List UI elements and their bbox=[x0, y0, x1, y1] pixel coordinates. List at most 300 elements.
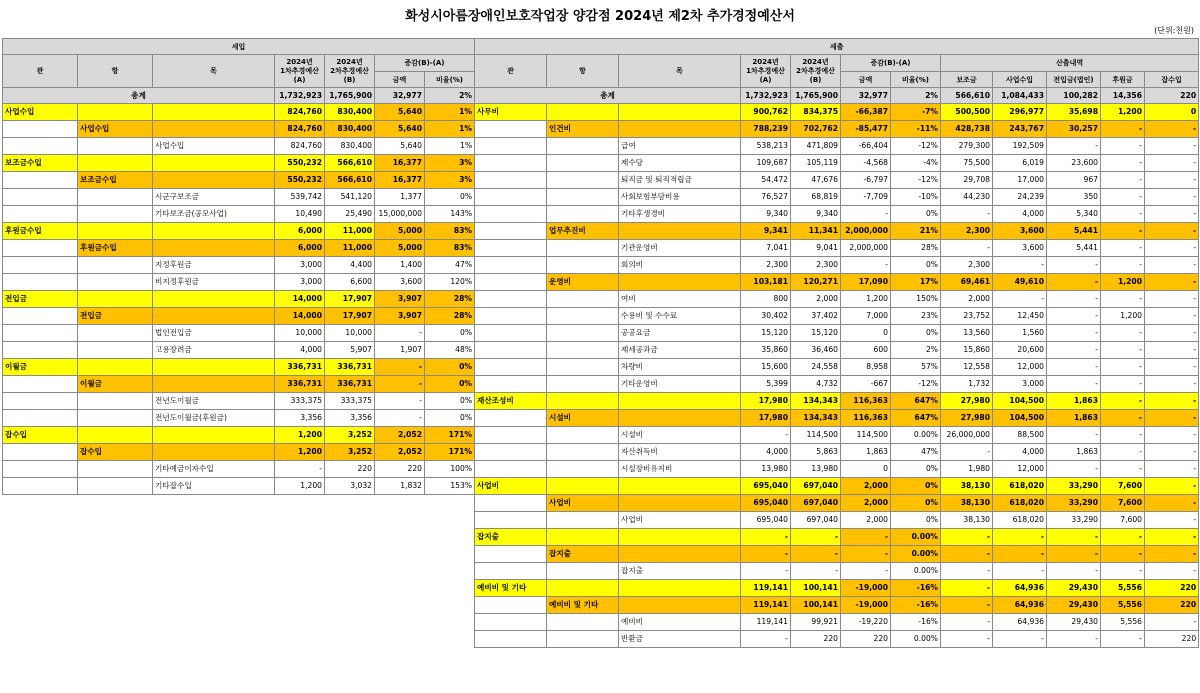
mok-cell bbox=[619, 580, 741, 597]
value-a: 1,200 bbox=[275, 427, 325, 444]
value-b: 11,341 bbox=[791, 223, 841, 240]
revenue-header-hang: 항 bbox=[78, 55, 153, 88]
value-rate: 2% bbox=[891, 342, 941, 359]
value-rate: 28% bbox=[891, 240, 941, 257]
value-a: 550,232 bbox=[275, 172, 325, 189]
value-rate: 0% bbox=[425, 325, 475, 342]
value-s4: - bbox=[1101, 138, 1145, 155]
hang-cell bbox=[547, 257, 619, 274]
hang-cell bbox=[78, 359, 153, 376]
value-rate: 0.00% bbox=[891, 546, 941, 563]
gwan-cell bbox=[475, 257, 547, 274]
value-s5: 220 bbox=[1145, 580, 1199, 597]
value-amt: 600 bbox=[841, 342, 891, 359]
revenue-header-mok: 목 bbox=[153, 55, 275, 88]
value-amt: 16,377 bbox=[375, 155, 425, 172]
value-s3: - bbox=[1047, 257, 1101, 274]
hang-label: 잡지출 bbox=[547, 546, 619, 563]
value-s4: 7,600 bbox=[1101, 495, 1145, 512]
value-s1: 428,738 bbox=[941, 121, 993, 138]
value-rate: 48% bbox=[425, 342, 475, 359]
mok-label: 사회보험부담비용 bbox=[619, 189, 741, 206]
hang-cell bbox=[547, 138, 619, 155]
value-amt: 1,832 bbox=[375, 478, 425, 495]
budget-row-level-2 bbox=[475, 121, 1199, 138]
gwan-cell bbox=[475, 597, 547, 614]
value-b: 697,040 bbox=[791, 495, 841, 512]
value-s3: - bbox=[1047, 291, 1101, 308]
value-rate: 100% bbox=[425, 461, 475, 478]
value-rate: -10% bbox=[891, 189, 941, 206]
mok-label: 전년도이월금(후원금) bbox=[153, 410, 275, 427]
gwan-label: 전입금 bbox=[3, 291, 78, 308]
value-s1: - bbox=[941, 444, 993, 461]
value-s4: - bbox=[1101, 529, 1145, 546]
value-a: 539,742 bbox=[275, 189, 325, 206]
budget-row-level-3 bbox=[475, 325, 1199, 342]
value-s4: 7,600 bbox=[1101, 478, 1145, 495]
value-s2: 1,560 bbox=[993, 325, 1047, 342]
mok-label: 시군구보조금 bbox=[153, 189, 275, 206]
value-a: 1,200 bbox=[275, 444, 325, 461]
value-s1: 27,980 bbox=[941, 393, 993, 410]
value-amt: - bbox=[375, 376, 425, 393]
budget-row-level-2 bbox=[475, 274, 1199, 291]
value-rate: 0% bbox=[425, 359, 475, 376]
value-s3: 5,441 bbox=[1047, 223, 1101, 240]
value-a: 7,041 bbox=[741, 240, 791, 257]
value-s4: - bbox=[1101, 461, 1145, 478]
value-s4: - bbox=[1101, 427, 1145, 444]
value-s3: - bbox=[1047, 376, 1101, 393]
value-s2: 12,000 bbox=[993, 461, 1047, 478]
value-s4: - bbox=[1101, 223, 1145, 240]
value-rate: 28% bbox=[425, 308, 475, 325]
value-amt: 116,363 bbox=[841, 393, 891, 410]
value-s5: - bbox=[1145, 444, 1199, 461]
budget-row-level-1 bbox=[3, 155, 475, 172]
value-amt: - bbox=[841, 529, 891, 546]
page-title: 화성시아름장애인보호작업장 양감점 2024년 제2차 추가경정예산서 bbox=[405, 9, 795, 24]
value-s5: - bbox=[1145, 274, 1199, 291]
budget-row-level-3 bbox=[3, 478, 475, 495]
total-label: 총계 bbox=[475, 88, 741, 104]
value-rate: 28% bbox=[425, 291, 475, 308]
value-s5: - bbox=[1145, 121, 1199, 138]
mok-cell bbox=[619, 478, 741, 495]
mok-label: 기타보조금(공모사업) bbox=[153, 206, 275, 223]
value-a: 336,731 bbox=[275, 376, 325, 393]
expenditure-section-header: 세출 bbox=[475, 39, 1199, 55]
value-s5: - bbox=[1145, 257, 1199, 274]
gwan-cell bbox=[3, 121, 78, 138]
value-a: 3,000 bbox=[275, 274, 325, 291]
value-a: 119,141 bbox=[741, 597, 791, 614]
mok-label: 기타후생경비 bbox=[619, 206, 741, 223]
value-a: 824,760 bbox=[275, 104, 325, 121]
value-rate: 0% bbox=[891, 461, 941, 478]
value-b: 134,343 bbox=[791, 410, 841, 427]
value-amt: 114,500 bbox=[841, 427, 891, 444]
value-b: 24,558 bbox=[791, 359, 841, 376]
value-a: 9,341 bbox=[741, 223, 791, 240]
mok-label: 제세공과금 bbox=[619, 342, 741, 359]
gwan-cell bbox=[475, 138, 547, 155]
hang-cell bbox=[547, 189, 619, 206]
budget-row-level-3 bbox=[475, 342, 1199, 359]
value-amt: -19,000 bbox=[841, 580, 891, 597]
value-s2: 192,509 bbox=[993, 138, 1047, 155]
hang-cell bbox=[547, 206, 619, 223]
value-s5: - bbox=[1145, 614, 1199, 631]
hang-label: 시설비 bbox=[547, 410, 619, 427]
hang-cell bbox=[547, 529, 619, 546]
value-s3: - bbox=[1047, 359, 1101, 376]
total-b: 1,765,900 bbox=[325, 88, 375, 104]
value-rate: 83% bbox=[425, 223, 475, 240]
value-rate: 3% bbox=[425, 172, 475, 189]
value-amt: -19,220 bbox=[841, 614, 891, 631]
value-amt: - bbox=[841, 546, 891, 563]
budget-row-level-3 bbox=[475, 189, 1199, 206]
value-s3: - bbox=[1047, 325, 1101, 342]
value-s5: - bbox=[1145, 478, 1199, 495]
value-a: 30,402 bbox=[741, 308, 791, 325]
value-s3: 1,863 bbox=[1047, 410, 1101, 427]
value-s4: - bbox=[1101, 631, 1145, 648]
value-s2: 3,600 bbox=[993, 240, 1047, 257]
value-s1: - bbox=[941, 529, 993, 546]
value-s4: 7,600 bbox=[1101, 512, 1145, 529]
value-rate: -12% bbox=[891, 138, 941, 155]
budget-row-level-3 bbox=[475, 138, 1199, 155]
value-b: 5,907 bbox=[325, 342, 375, 359]
value-s4: - bbox=[1101, 291, 1145, 308]
value-a: 13,980 bbox=[741, 461, 791, 478]
gwan-label: 재산조성비 bbox=[475, 393, 547, 410]
value-s4: - bbox=[1101, 325, 1145, 342]
gwan-cell bbox=[475, 155, 547, 172]
hang-label: 사업수입 bbox=[78, 121, 153, 138]
hang-cell bbox=[547, 376, 619, 393]
budget-row-level-2 bbox=[475, 597, 1199, 614]
mok-cell bbox=[153, 223, 275, 240]
expenditure-header-misc: 잡수입 bbox=[1145, 72, 1199, 88]
value-a: - bbox=[275, 461, 325, 478]
budget-row-level-2 bbox=[475, 495, 1199, 512]
value-b: 3,252 bbox=[325, 444, 375, 461]
hang-cell bbox=[547, 427, 619, 444]
value-s2: - bbox=[993, 291, 1047, 308]
budget-row-level-3 bbox=[475, 461, 1199, 478]
value-rate: 0% bbox=[891, 512, 941, 529]
hang-cell bbox=[547, 461, 619, 478]
value-s3: 33,290 bbox=[1047, 495, 1101, 512]
value-amt: 1,200 bbox=[841, 291, 891, 308]
mok-label: 사업비 bbox=[619, 512, 741, 529]
value-rate: -7% bbox=[891, 104, 941, 121]
value-s1: 27,980 bbox=[941, 410, 993, 427]
gwan-cell bbox=[475, 376, 547, 393]
gwan-cell bbox=[475, 206, 547, 223]
value-s3: - bbox=[1047, 546, 1101, 563]
hang-cell bbox=[547, 359, 619, 376]
value-s3: - bbox=[1047, 529, 1101, 546]
gwan-cell bbox=[3, 274, 78, 291]
mok-label: 수용비 및 수수료 bbox=[619, 308, 741, 325]
gwan-cell bbox=[475, 444, 547, 461]
value-s1: 38,130 bbox=[941, 495, 993, 512]
value-a: 14,000 bbox=[275, 308, 325, 325]
value-b: 3,356 bbox=[325, 410, 375, 427]
value-a: 336,731 bbox=[275, 359, 325, 376]
gwan-cell bbox=[3, 257, 78, 274]
value-a: 9,340 bbox=[741, 206, 791, 223]
gwan-cell bbox=[3, 206, 78, 223]
value-a: 1,200 bbox=[275, 478, 325, 495]
value-amt: 2,000,000 bbox=[841, 223, 891, 240]
hang-cell bbox=[78, 138, 153, 155]
value-s2: - bbox=[993, 631, 1047, 648]
mok-label: 기타잡수입 bbox=[153, 478, 275, 495]
value-rate: 0.00% bbox=[891, 563, 941, 580]
value-s1: 38,130 bbox=[941, 512, 993, 529]
value-s3: 29,430 bbox=[1047, 580, 1101, 597]
value-b: 2,300 bbox=[791, 257, 841, 274]
gwan-cell bbox=[3, 393, 78, 410]
value-a: 10,000 bbox=[275, 325, 325, 342]
value-b: 134,343 bbox=[791, 393, 841, 410]
value-amt: - bbox=[375, 393, 425, 410]
budget-row-level-1 bbox=[3, 223, 475, 240]
value-a: 695,040 bbox=[741, 495, 791, 512]
value-amt: -667 bbox=[841, 376, 891, 393]
value-b: 36,460 bbox=[791, 342, 841, 359]
value-a: 119,141 bbox=[741, 580, 791, 597]
value-b: 336,731 bbox=[325, 376, 375, 393]
mok-cell bbox=[153, 291, 275, 308]
value-s2: 618,020 bbox=[993, 495, 1047, 512]
hang-cell bbox=[547, 104, 619, 121]
expenditure-total-row bbox=[475, 88, 1199, 104]
value-a: 109,687 bbox=[741, 155, 791, 172]
budget-row-level-3 bbox=[475, 376, 1199, 393]
total-rate: 2% bbox=[891, 88, 941, 104]
value-b: 834,375 bbox=[791, 104, 841, 121]
value-s2: 618,020 bbox=[993, 512, 1047, 529]
value-s3: - bbox=[1047, 342, 1101, 359]
mok-label: 자산취득비 bbox=[619, 444, 741, 461]
gwan-label: 잡지출 bbox=[475, 529, 547, 546]
budget-row-level-2 bbox=[3, 240, 475, 257]
expenditure-header-donation: 후원금 bbox=[1101, 72, 1145, 88]
budget-row-level-2 bbox=[3, 308, 475, 325]
value-s3: - bbox=[1047, 308, 1101, 325]
value-rate: 0.00% bbox=[891, 631, 941, 648]
value-rate: 171% bbox=[425, 444, 475, 461]
value-s3: - bbox=[1047, 563, 1101, 580]
value-rate: -11% bbox=[891, 121, 941, 138]
value-rate: 1% bbox=[425, 104, 475, 121]
gwan-cell bbox=[475, 512, 547, 529]
value-s2: 4,000 bbox=[993, 206, 1047, 223]
gwan-cell bbox=[475, 546, 547, 563]
value-amt: 5,640 bbox=[375, 138, 425, 155]
value-a: 4,000 bbox=[741, 444, 791, 461]
value-amt: 5,640 bbox=[375, 104, 425, 121]
value-s1: 279,300 bbox=[941, 138, 993, 155]
value-amt: -19,000 bbox=[841, 597, 891, 614]
value-s4: - bbox=[1101, 172, 1145, 189]
value-b: 830,400 bbox=[325, 138, 375, 155]
value-b: 4,732 bbox=[791, 376, 841, 393]
mok-cell bbox=[619, 546, 741, 563]
hang-cell bbox=[547, 393, 619, 410]
gwan-cell bbox=[3, 342, 78, 359]
gwan-cell bbox=[475, 240, 547, 257]
mok-label: 시설비 bbox=[619, 427, 741, 444]
value-s2: 64,936 bbox=[993, 614, 1047, 631]
value-s4: 5,556 bbox=[1101, 580, 1145, 597]
value-rate: 143% bbox=[425, 206, 475, 223]
value-s2: - bbox=[993, 546, 1047, 563]
value-b: 6,600 bbox=[325, 274, 375, 291]
hang-cell bbox=[547, 240, 619, 257]
hang-cell bbox=[78, 410, 153, 427]
value-rate: 150% bbox=[891, 291, 941, 308]
expenditure-header-subsidy: 보조금 bbox=[941, 72, 993, 88]
value-s5: - bbox=[1145, 189, 1199, 206]
hang-cell bbox=[547, 444, 619, 461]
gwan-label: 후원금수입 bbox=[3, 223, 78, 240]
value-amt: 220 bbox=[375, 461, 425, 478]
gwan-cell bbox=[475, 223, 547, 240]
value-b: 830,400 bbox=[325, 104, 375, 121]
value-rate: 1% bbox=[425, 121, 475, 138]
value-s2: - bbox=[993, 529, 1047, 546]
mok-cell bbox=[153, 308, 275, 325]
value-rate: 0.00% bbox=[891, 529, 941, 546]
value-b: 11,000 bbox=[325, 240, 375, 257]
value-s3: 5,441 bbox=[1047, 240, 1101, 257]
value-amt: -66,387 bbox=[841, 104, 891, 121]
value-s5: - bbox=[1145, 155, 1199, 172]
hang-cell bbox=[547, 291, 619, 308]
value-s1: - bbox=[941, 546, 993, 563]
mok-label: 퇴직금 및 퇴직적립금 bbox=[619, 172, 741, 189]
value-amt: 15,000,000 bbox=[375, 206, 425, 223]
value-a: 17,980 bbox=[741, 410, 791, 427]
total-business: 1,084,433 bbox=[993, 88, 1047, 104]
expenditure-header-b: 2024년 2차추경예산 (B) bbox=[791, 55, 841, 88]
value-b: 4,400 bbox=[325, 257, 375, 274]
value-a: 788,239 bbox=[741, 121, 791, 138]
gwan-cell bbox=[3, 478, 78, 495]
value-s4: - bbox=[1101, 155, 1145, 172]
value-rate: 647% bbox=[891, 410, 941, 427]
value-a: 695,040 bbox=[741, 512, 791, 529]
gwan-cell bbox=[3, 172, 78, 189]
value-s3: 33,290 bbox=[1047, 478, 1101, 495]
value-amt: 3,907 bbox=[375, 291, 425, 308]
value-s1: - bbox=[941, 614, 993, 631]
value-rate: -4% bbox=[891, 155, 941, 172]
mok-cell bbox=[153, 359, 275, 376]
budget-row-level-2 bbox=[3, 121, 475, 138]
gwan-cell bbox=[475, 291, 547, 308]
value-s1: 500,500 bbox=[941, 104, 993, 121]
value-a: 103,181 bbox=[741, 274, 791, 291]
hang-cell bbox=[78, 257, 153, 274]
mok-label: 차량비 bbox=[619, 359, 741, 376]
value-a: 15,120 bbox=[741, 325, 791, 342]
value-b: - bbox=[791, 546, 841, 563]
value-amt: -85,477 bbox=[841, 121, 891, 138]
value-amt: 2,000 bbox=[841, 478, 891, 495]
value-s5: - bbox=[1145, 512, 1199, 529]
value-s3: - bbox=[1047, 274, 1101, 291]
mok-cell bbox=[619, 495, 741, 512]
value-s2: 88,500 bbox=[993, 427, 1047, 444]
expenditure-header-source: 산출내역 bbox=[941, 55, 1199, 72]
value-b: 566,610 bbox=[325, 172, 375, 189]
value-s1: 1,732 bbox=[941, 376, 993, 393]
gwan-label: 예비비 및 기타 bbox=[475, 580, 547, 597]
value-s2: 64,936 bbox=[993, 597, 1047, 614]
value-amt: 2,052 bbox=[375, 444, 425, 461]
value-s4: - bbox=[1101, 376, 1145, 393]
value-s1: - bbox=[941, 597, 993, 614]
value-a: 10,490 bbox=[275, 206, 325, 223]
hang-cell bbox=[78, 223, 153, 240]
budget-row-level-3 bbox=[475, 444, 1199, 461]
value-s4: - bbox=[1101, 563, 1145, 580]
value-b: 9,041 bbox=[791, 240, 841, 257]
value-a: 824,760 bbox=[275, 138, 325, 155]
total-b: 1,765,900 bbox=[791, 88, 841, 104]
hang-cell bbox=[547, 308, 619, 325]
hang-cell bbox=[78, 461, 153, 478]
value-amt: -7,709 bbox=[841, 189, 891, 206]
value-s1: - bbox=[941, 563, 993, 580]
value-rate: -12% bbox=[891, 376, 941, 393]
value-rate: -12% bbox=[891, 172, 941, 189]
value-s3: 30,257 bbox=[1047, 121, 1101, 138]
hang-label: 사업비 bbox=[547, 495, 619, 512]
mok-label: 전년도이월금 bbox=[153, 393, 275, 410]
mok-cell bbox=[619, 121, 741, 138]
mok-cell bbox=[153, 444, 275, 461]
hang-cell bbox=[547, 155, 619, 172]
value-s3: 5,340 bbox=[1047, 206, 1101, 223]
value-s3: 33,290 bbox=[1047, 512, 1101, 529]
budget-row-level-3 bbox=[475, 359, 1199, 376]
hang-cell bbox=[78, 206, 153, 223]
total-donation: 14,356 bbox=[1101, 88, 1145, 104]
budget-row-level-3 bbox=[475, 614, 1199, 631]
value-a: 900,762 bbox=[741, 104, 791, 121]
mok-cell bbox=[153, 172, 275, 189]
value-s4: - bbox=[1101, 393, 1145, 410]
value-b: 10,000 bbox=[325, 325, 375, 342]
value-s2: 12,000 bbox=[993, 359, 1047, 376]
value-s1: 26,000,000 bbox=[941, 427, 993, 444]
budget-row-level-3 bbox=[475, 308, 1199, 325]
gwan-cell bbox=[475, 427, 547, 444]
budget-row-level-3 bbox=[3, 325, 475, 342]
budget-row-level-2 bbox=[475, 223, 1199, 240]
total-amount: 32,977 bbox=[375, 88, 425, 104]
